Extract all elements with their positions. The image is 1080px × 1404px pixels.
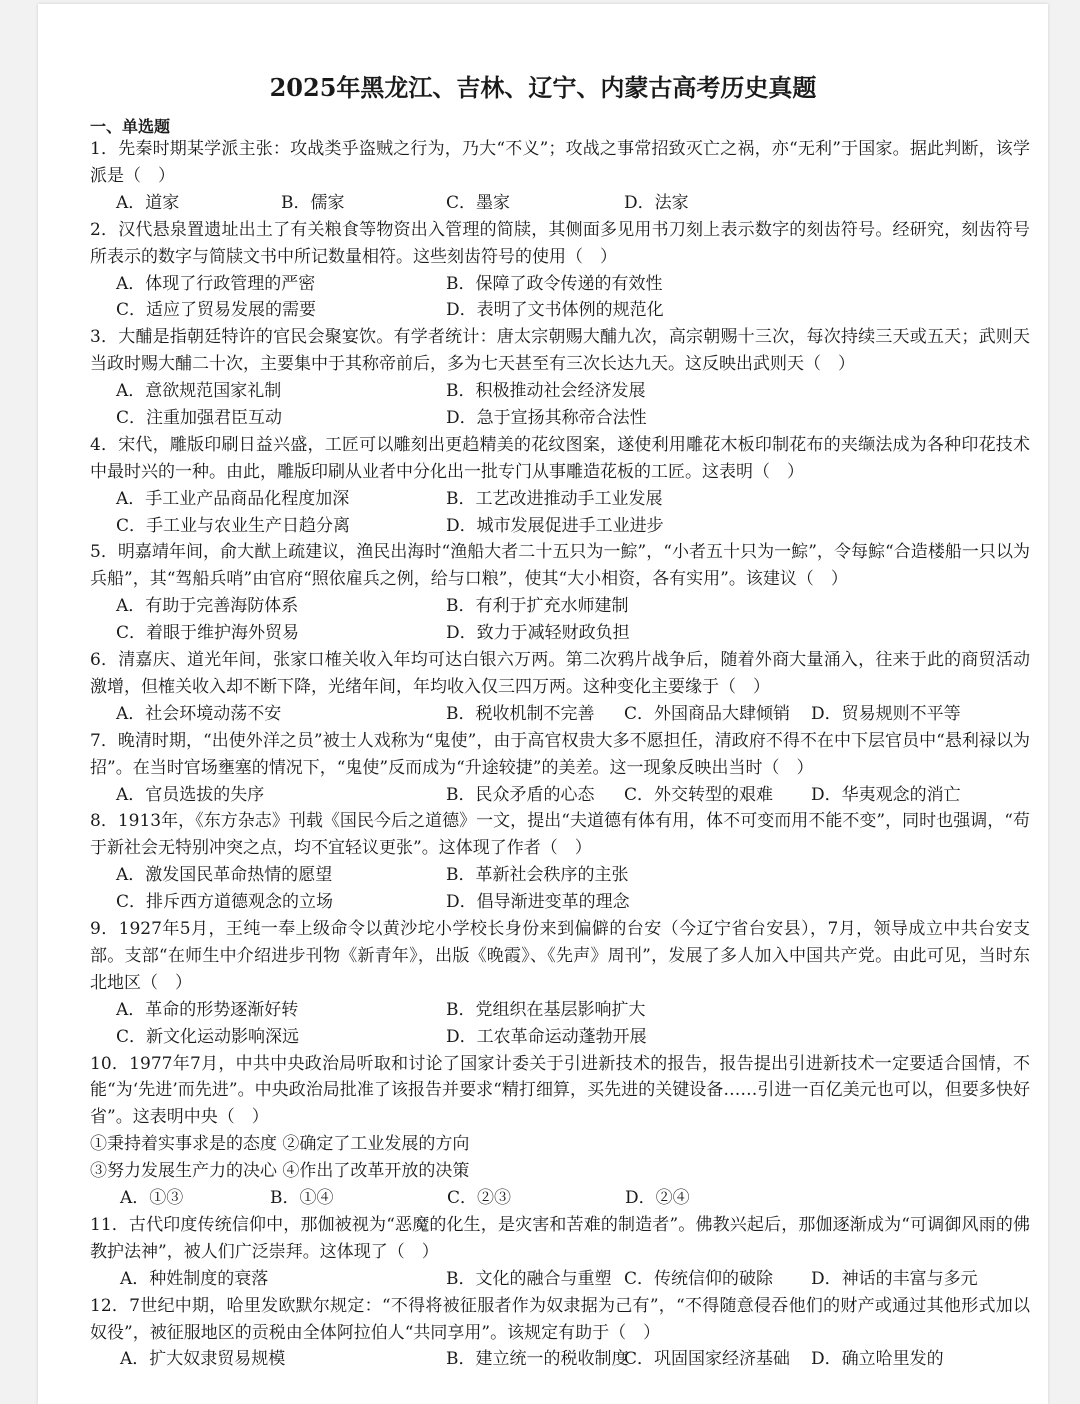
option-b[interactable]: B．工艺改进推动手工业发展	[446, 488, 663, 509]
question-stem: 1．先秦时期某学派主张：攻战类乎盗贼之行为，乃大“不义”；攻战之事常招致灭亡之祸，亦“无利”于国家。据此判断，该学派是（ ）	[90, 139, 1030, 186]
exam-page	[38, 4, 1048, 1404]
options-row	[90, 593, 1030, 620]
option-a[interactable]: A．激发国民革命热情的愿望	[116, 865, 333, 886]
option-a[interactable]: A．①③	[120, 1188, 184, 1209]
question-stem: 11．古代印度传统信仰中，那伽被视为“恶魔的化生，是灾害和苦难的制造者”。佛教兴起后，那伽逐渐成为“可调御风雨的佛教护法神”，被人们广泛崇拜。这体现了（ ）	[90, 1214, 1030, 1262]
option-d[interactable]: D．法家	[624, 192, 689, 213]
question-1	[90, 136, 1030, 217]
option-a[interactable]: A．意欲规范国家礼制	[116, 381, 282, 402]
option-a[interactable]: A．道家	[116, 192, 180, 213]
question-stem: 5．明嘉靖年间，俞大猷上疏建议，渔民出海时“渔船大者二十五只为一鯮”，“小者五十只为一鯮”，令每鯮“合造楼船一只以为兵船”，其“驾船兵哨”由官府“照依雇兵之例，给与口粮”，使其“大小相资，各有实用”。该建议（ ）	[90, 542, 1030, 590]
option-a[interactable]: A．扩大奴隶贸易规模	[120, 1349, 286, 1370]
options-row	[90, 190, 1030, 217]
option-d[interactable]: D．倡导渐进变革的理念	[446, 892, 630, 913]
option-c[interactable]: C．手工业与农业生产日趋分离	[116, 515, 351, 536]
question-6	[90, 647, 1030, 728]
options-row	[90, 862, 1030, 889]
option-b[interactable]: B．儒家	[281, 192, 345, 213]
options-row	[90, 405, 1030, 432]
question-5	[90, 539, 1030, 647]
option-a[interactable]: A．种姓制度的衰落	[120, 1268, 269, 1289]
option-d[interactable]: D．表明了文书体例的规范化	[446, 300, 664, 321]
question-stem: 2．汉代悬泉置遗址出土了有关粮食等物资出入管理的简牍，其侧面多见用书刀刻上表示数字的刻齿符号。经研究，刻齿符号所表示的数字与简牍文书中所记数量相符。这些刻齿符号的使用（ ）	[90, 219, 1030, 267]
option-b[interactable]: B．建立统一的税收制度	[446, 1349, 629, 1370]
options-row	[90, 1346, 1030, 1373]
option-b[interactable]: B．税收机制不完善	[446, 703, 595, 724]
question-stem: 12．7世纪中期，哈里发欧默尔规定：“不得将被征服者作为奴隶据为己有”，“不得随意侵吞他们的财产或通过其他形式加以奴役”，被征服地区的贡税由全体阿拉伯人“共同享用”。该规定有助于（ ）	[90, 1295, 1030, 1343]
options-row	[90, 486, 1030, 513]
option-b[interactable]: B．民众矛盾的心态	[446, 784, 595, 805]
question-stem: 7．晚清时期，“出使外洋之员”被士人戏称为“鬼使”，由于高官权贵大多不愿担任，清政府不得不在中下层官员中“悬利禄以为招”。在当时官场壅塞的情况下，“鬼使”反而成为“升途较捷”的美差。这一现象反映出当时（ ）	[90, 730, 1030, 778]
question-stem: 9．1927年5月，王纯一奉上级命令以黄沙坨小学校长身份来到偏僻的台安（今辽宁省台安县），7月，领导成立中共台安支部。支部“在师生中介绍进步刊物《新青年》，出版《晚霞》、《先声》周刊”，发展了多人加入中国共产党。由此可见，当时东北地区（ ）	[90, 919, 1030, 993]
question-8	[90, 808, 1030, 916]
option-b[interactable]: B．革新社会秩序的主张	[446, 865, 629, 886]
option-d[interactable]: D．贸易规则不平等	[811, 703, 961, 724]
question-7	[90, 728, 1030, 809]
question-4	[90, 432, 1030, 540]
statement-list: ①秉持着实事求是的态度 ②确定了工业发展的方向	[90, 1134, 470, 1155]
option-a[interactable]: A．有助于完善海防体系	[116, 596, 299, 617]
options-row	[90, 782, 1030, 809]
option-d[interactable]: D．②④	[625, 1188, 690, 1209]
option-c[interactable]: C．外国商品大肆倾销	[624, 703, 791, 724]
option-c[interactable]: C．巩固国家经济基础	[624, 1349, 791, 1370]
page-title: 2025年黑龙江、吉林、辽宁、内蒙古高考历史真题	[269, 73, 817, 102]
option-d[interactable]: D．急于宣扬其称帝合法性	[446, 408, 647, 428]
option-c[interactable]: C．②③	[447, 1188, 512, 1209]
option-a[interactable]: A．体现了行政管理的严密	[116, 273, 316, 294]
option-c[interactable]: C．传统信仰的破除	[624, 1268, 774, 1289]
option-b[interactable]: B．文化的融合与重塑	[446, 1268, 612, 1289]
question-stem: 4．宋代，雕版印刷日益兴盛，工匠可以雕刻出更趋精美的花纹图案，遂使利用雕花木板印制花布的夹缬法成为各种印花技术中最时兴的一种。由此，雕版印刷从业者中分化出一批专门从事雕造花板的工匠。这表明（ ）	[90, 434, 1030, 482]
question-stem: 8．1913年，《东方杂志》刊载《国民今后之道德》一文，提出“夫道德有体有用，体不可变而用不能不变”，同时也强调，“苟于新社会无特别冲突之点，均不宜轻议更张”。这体现了作者（ ）	[90, 811, 1030, 859]
options-row	[90, 1266, 1030, 1293]
option-c[interactable]: C．适应了贸易发展的需要	[116, 300, 317, 321]
option-c[interactable]: C．墨家	[446, 192, 511, 213]
question-2	[90, 217, 1030, 325]
options-row	[90, 701, 1030, 728]
option-c[interactable]: C．外交转型的艰难	[624, 784, 774, 805]
question-stem: 6．清嘉庆、道光年间，张家口榷关收入年均可达白银六万两。第二次鸦片战争后，随着外商大量涌入，往来于此的商贸活动激增，但榷关收入却不断下降，光绪年间，年均收入仅三四万两。这种变化主要缘于（ ）	[90, 650, 1030, 697]
question-10	[90, 1051, 1030, 1212]
options-row	[90, 997, 1030, 1024]
options-row	[90, 378, 1030, 405]
question-3	[90, 324, 1030, 432]
option-c[interactable]: C．新文化运动影响深远	[116, 1026, 300, 1047]
option-d[interactable]: D．工农革命运动蓬勃开展	[446, 1026, 647, 1047]
option-c[interactable]: C．着眼于维护海外贸易	[116, 623, 300, 644]
option-b[interactable]: B．积极推动社会经济发展	[446, 381, 646, 402]
options-row	[90, 889, 1030, 916]
options-row	[90, 620, 1030, 647]
question-stem: 3．大酺是指朝廷特许的官民会聚宴饮。有学者统计：唐太宗朝赐大酺九次，高宗朝赐十三次，每次持续三天或五天；武则天当政时赐大酺二十次，主要集中于其称帝前后，多为七天甚至有三次长达九天。这反映出武则天（ ）	[90, 327, 1030, 375]
question-list	[90, 136, 1030, 1373]
question-12	[90, 1293, 1030, 1374]
question-11	[90, 1212, 1030, 1293]
options-row	[90, 1185, 1030, 1212]
option-d[interactable]: D．城市发展促进手工业进步	[446, 515, 664, 536]
option-a[interactable]: A．社会环境动荡不安	[116, 703, 282, 724]
options-row	[90, 297, 1030, 324]
section-heading: 一、单选题	[90, 117, 171, 136]
option-d[interactable]: D．确立哈里发的	[811, 1349, 944, 1370]
option-b[interactable]: B．①④	[270, 1188, 334, 1209]
option-c[interactable]: C．排斥西方道德观念的立场	[116, 892, 334, 913]
option-b[interactable]: B．党组织在基层影响扩大	[446, 999, 646, 1020]
options-row	[90, 1024, 1030, 1051]
option-b[interactable]: B．保障了政令传递的有效性	[446, 273, 663, 294]
option-a[interactable]: A．官员选拔的失序	[116, 784, 265, 805]
options-row	[90, 513, 1030, 540]
question-9	[90, 916, 1030, 1051]
question-stem: 10．1977年7月，中共中央政治局听取和讨论了国家计委关于引进新技术的报告，报告提出引进新技术一定要适合国情，不能“为‘先进’而先进”。中央政治局批准了该报告并要求“精打细算，买先进的关键设备……引进一百亿美元也可以，但要多快好省”。这表明中央（ ）	[90, 1053, 1030, 1128]
option-b[interactable]: B．有利于扩充水师建制	[446, 596, 629, 617]
statement-list: ③努力发展生产力的决心 ④作出了改革开放的决策	[90, 1161, 470, 1182]
options-row	[90, 271, 1030, 298]
option-c[interactable]: C．注重加强君臣互动	[116, 408, 283, 428]
option-d[interactable]: D．致力于减轻财政负担	[446, 623, 630, 644]
option-a[interactable]: A．手工业产品商品化程度加深	[116, 488, 350, 509]
option-d[interactable]: D．华夷观念的消亡	[811, 784, 961, 805]
option-a[interactable]: A．革命的形势逐渐好转	[116, 999, 299, 1020]
option-d[interactable]: D．神话的丰富与多元	[811, 1268, 978, 1289]
